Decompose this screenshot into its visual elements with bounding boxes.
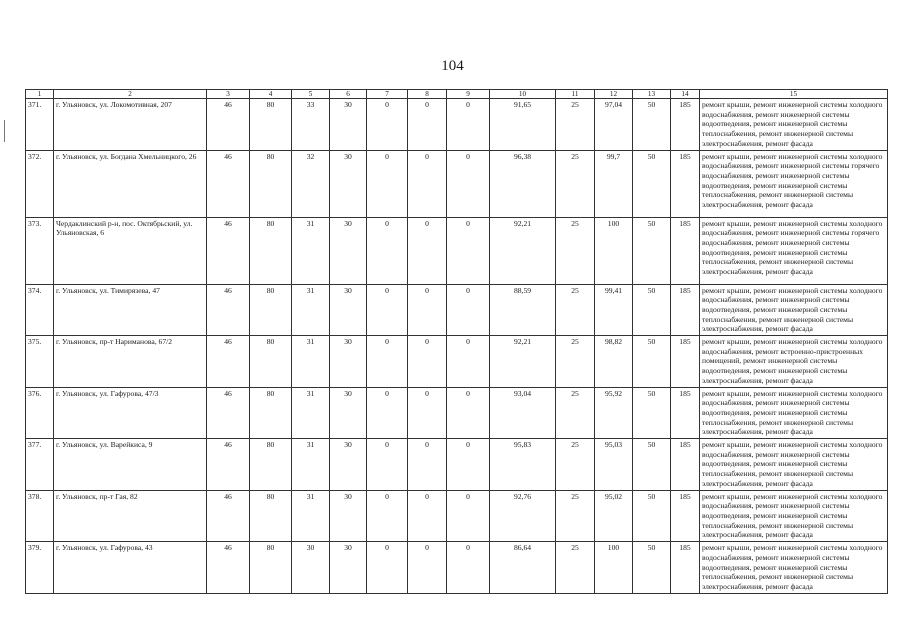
value-cell: 46 [207,284,250,336]
value-cell: 46 [207,217,250,284]
value-cell: 46 [207,542,250,594]
value-cell: 33 [292,99,330,151]
value-cell: 0 [408,150,447,217]
value-cell: 92,21 [490,336,556,388]
col-header: 14 [671,90,700,99]
value-cell: 32 [292,150,330,217]
col-header: 1 [26,90,54,99]
col-header: 13 [633,90,671,99]
value-cell: 50 [633,542,671,594]
address-cell: г. Ульяновск, ул. Тимирязева, 47 [54,284,207,336]
value-cell: 0 [408,542,447,594]
value-cell: 0 [408,490,447,542]
works-cell: ремонт крыши, ремонт инженерной системы холодного водоснабжения, ремонт инженерной системы водоотведения, ремонт инженерной системы теплоснабжения, ремонт инженерной системы электроснабжения, ремонт фасада [700,439,888,491]
works-cell: ремонт крыши, ремонт инженерной системы холодного водоснабжения, ремонт инженерной системы водоотведения, ремонт инженерной системы теплоснабжения, ремонт инженерной системы электроснабжения, ремонт фасада [700,284,888,336]
works-cell: ремонт крыши, ремонт инженерной системы холодного водоснабжения, ремонт инженерной системы горячего водоснабжения, ремонт инженерной системы водоотведения, ремонт инженерной системы теплоснабжения, ремонт инженерной системы электроснабжения, ремонт фасада [700,150,888,217]
value-cell: 0 [447,284,490,336]
value-cell: 0 [367,99,408,151]
value-cell: 100 [595,217,633,284]
value-cell: 0 [367,217,408,284]
value-cell: 50 [633,284,671,336]
value-cell: 30 [330,336,367,388]
value-cell: 30 [330,387,367,439]
value-cell: 185 [671,542,700,594]
value-cell: 80 [250,387,292,439]
value-cell: 80 [250,150,292,217]
col-header: 10 [490,90,556,99]
value-cell: 31 [292,284,330,336]
value-cell: 46 [207,99,250,151]
value-cell: 185 [671,336,700,388]
col-header: 5 [292,90,330,99]
row-number: 373. [26,217,54,284]
value-cell: 0 [447,490,490,542]
value-cell: 25 [556,387,595,439]
value-cell: 0 [367,284,408,336]
value-cell: 185 [671,217,700,284]
works-cell: ремонт крыши, ремонт инженерной системы холодного водоснабжения, ремонт инженерной системы водоотведения, ремонт инженерной системы теплоснабжения, ремонт инженерной системы электроснабжения, ремонт фасада [700,542,888,594]
table-row [26,439,888,491]
value-cell: 0 [408,439,447,491]
value-cell: 46 [207,150,250,217]
margin-mark [4,120,9,142]
value-cell: 30 [330,439,367,491]
value-cell: 25 [556,336,595,388]
col-header: 11 [556,90,595,99]
table-row [26,217,888,284]
address-cell: г. Ульяновск, ул. Локомотивная, 207 [54,99,207,151]
row-number: 379. [26,542,54,594]
value-cell: 80 [250,99,292,151]
col-header: 9 [447,90,490,99]
value-cell: 0 [367,542,408,594]
value-cell: 0 [408,336,447,388]
works-cell: ремонт крыши, ремонт инженерной системы холодного водоснабжения, ремонт инженерной системы водоотведения, ремонт инженерной системы теплоснабжения, ремонт инженерной системы электроснабжения, ремонт фасада [700,490,888,542]
value-cell: 30 [330,99,367,151]
table-row [26,150,888,217]
header-row [26,90,888,99]
value-cell: 25 [556,542,595,594]
col-header: 15 [700,90,888,99]
row-number: 378. [26,490,54,542]
works-cell: ремонт крыши, ремонт инженерной системы холодного водоснабжения, ремонт инженерной системы водоотведения, ремонт инженерной системы теплоснабжения, ремонт инженерной системы электроснабжения, ремонт фасада [700,387,888,439]
value-cell: 50 [633,387,671,439]
value-cell: 88,59 [490,284,556,336]
value-cell: 185 [671,387,700,439]
value-cell: 0 [367,490,408,542]
value-cell: 96,38 [490,150,556,217]
value-cell: 0 [367,387,408,439]
value-cell: 80 [250,336,292,388]
address-cell: Чердаклинский р-н, пос. Октябрьский, ул. Ульяновская, 6 [54,217,207,284]
value-cell: 50 [633,217,671,284]
col-header: 8 [408,90,447,99]
row-number: 376. [26,387,54,439]
value-cell: 0 [447,99,490,151]
value-cell: 50 [633,490,671,542]
value-cell: 50 [633,439,671,491]
value-cell: 30 [330,217,367,284]
value-cell: 86,64 [490,542,556,594]
value-cell: 0 [447,217,490,284]
row-number: 375. [26,336,54,388]
value-cell: 0 [367,439,408,491]
col-header: 4 [250,90,292,99]
value-cell: 25 [556,99,595,151]
value-cell: 0 [408,284,447,336]
value-cell: 185 [671,150,700,217]
row-number: 371. [26,99,54,151]
works-cell: ремонт крыши, ремонт инженерной системы холодного водоснабжения, ремонт встроенно-пристроенных помещений, ремонт инженерной системы водоотведения, ремонт инженерной системы электроснабжения, ремонт фасада [700,336,888,388]
value-cell: 46 [207,336,250,388]
value-cell: 100 [595,542,633,594]
value-cell: 97,04 [595,99,633,151]
value-cell: 99,7 [595,150,633,217]
value-cell: 80 [250,217,292,284]
address-cell: г. Ульяновск, ул. Гафурова, 47/3 [54,387,207,439]
repair-table [25,89,888,594]
value-cell: 92,21 [490,217,556,284]
value-cell: 25 [556,150,595,217]
works-cell: ремонт крыши, ремонт инженерной системы холодного водоснабжения, ремонт инженерной системы водоотведения, ремонт инженерной системы теплоснабжения, ремонт инженерной системы электроснабжения, ремонт фасада [700,99,888,151]
col-header: 7 [367,90,408,99]
value-cell: 0 [447,150,490,217]
address-cell: г. Ульяновск, пр-т Нариманова, 67/2 [54,336,207,388]
value-cell: 0 [367,150,408,217]
value-cell: 31 [292,217,330,284]
value-cell: 91,65 [490,99,556,151]
value-cell: 50 [633,99,671,151]
value-cell: 25 [556,439,595,491]
value-cell: 98,82 [595,336,633,388]
value-cell: 0 [408,387,447,439]
value-cell: 31 [292,490,330,542]
value-cell: 0 [408,99,447,151]
value-cell: 80 [250,439,292,491]
value-cell: 30 [330,490,367,542]
address-cell: г. Ульяновск, ул. Гафурова, 43 [54,542,207,594]
row-number: 374. [26,284,54,336]
value-cell: 95,02 [595,490,633,542]
address-cell: г. Ульяновск, ул. Варейкиса, 9 [54,439,207,491]
value-cell: 30 [292,542,330,594]
works-cell: ремонт крыши, ремонт инженерной системы холодного водоснабжения, ремонт инженерной системы горячего водоснабжения, ремонт инженерной системы водоотведения, ремонт инженерной системы теплоснабжения, ремонт инженерной системы электроснабжения, ремонт фасада [700,217,888,284]
value-cell: 93,04 [490,387,556,439]
table-row [26,542,888,594]
value-cell: 92,76 [490,490,556,542]
value-cell: 0 [447,439,490,491]
value-cell: 25 [556,284,595,336]
value-cell: 46 [207,387,250,439]
value-cell: 95,83 [490,439,556,491]
address-cell: г. Ульяновск, ул. Богдана Хмельницкого, 26 [54,150,207,217]
value-cell: 25 [556,490,595,542]
value-cell: 0 [447,336,490,388]
value-cell: 31 [292,439,330,491]
value-cell: 31 [292,336,330,388]
value-cell: 30 [330,542,367,594]
table-row [26,336,888,388]
value-cell: 185 [671,439,700,491]
value-cell: 0 [447,387,490,439]
value-cell: 50 [633,150,671,217]
value-cell: 30 [330,150,367,217]
row-number: 377. [26,439,54,491]
value-cell: 31 [292,387,330,439]
col-header: 2 [54,90,207,99]
value-cell: 50 [633,336,671,388]
col-header: 3 [207,90,250,99]
value-cell: 0 [367,336,408,388]
value-cell: 46 [207,439,250,491]
table-row [26,387,888,439]
value-cell: 46 [207,490,250,542]
value-cell: 0 [447,542,490,594]
value-cell: 95,92 [595,387,633,439]
value-cell: 80 [250,490,292,542]
value-cell: 0 [408,217,447,284]
page-number: 104 [441,58,464,74]
value-cell: 80 [250,284,292,336]
value-cell: 99,41 [595,284,633,336]
col-header: 12 [595,90,633,99]
value-cell: 80 [250,542,292,594]
table-row [26,284,888,336]
value-cell: 185 [671,99,700,151]
value-cell: 185 [671,490,700,542]
table-row [26,99,888,151]
table-row [26,490,888,542]
col-header: 6 [330,90,367,99]
value-cell: 25 [556,217,595,284]
address-cell: г. Ульяновск, пр-т Гая, 82 [54,490,207,542]
value-cell: 95,03 [595,439,633,491]
value-cell: 30 [330,284,367,336]
row-number: 372. [26,150,54,217]
value-cell: 185 [671,284,700,336]
